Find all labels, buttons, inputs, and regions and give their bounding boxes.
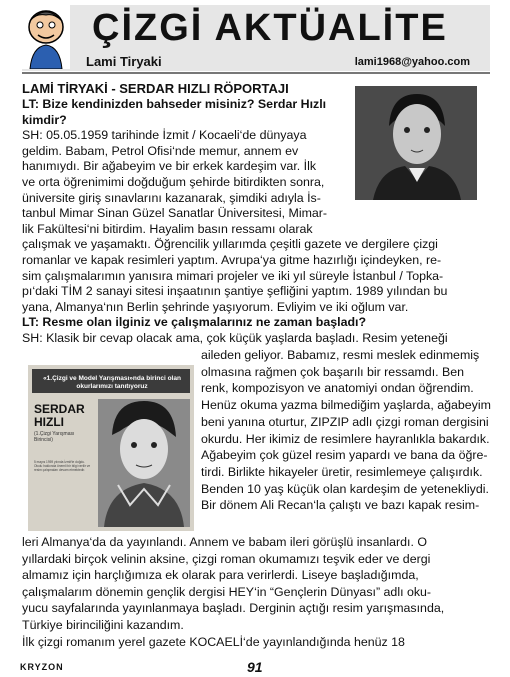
text-line: SH: 05.05.1959 tarihinde İzmit / Kocaeli‘de dünyaya xyxy=(22,128,307,143)
text-line: ve orta öğrenimimi doğduğum şehirde bitirdikten sonra, xyxy=(22,174,325,189)
masthead xyxy=(22,5,490,71)
text-line: geldim. Babam, Petrol Ofisi‘nde memur, annem ev xyxy=(22,143,299,158)
text-line: Henüz okuma yazma bilmediğim yaşlarda, ağabeyim xyxy=(201,398,491,413)
text-line: sim çalışmalarımın yanısıra mimari projeler ve iki yıl süreyle İstanbul / Topka- xyxy=(22,268,444,283)
clipping-name-first: SERDAR xyxy=(34,402,85,416)
text-line: olmasına rağmen çok başarılı bir ressamdı. Ben xyxy=(201,364,465,379)
clipping-name xyxy=(34,403,85,429)
header-divider xyxy=(22,72,490,74)
text-line: yana, Almanya‘nın Berlin şehrinde yaşıyorum. Evliyim ve iki oğlum var. xyxy=(22,299,409,314)
text-line: lik Fakültesi‘ni bitirdim. Hayalim basın ressamı olarak xyxy=(22,221,313,236)
page-number: 91 xyxy=(247,659,263,675)
text-line: leri Almanya‘da da yayınlandı. Annem ve babam ileri görüşlü insanlardı. O xyxy=(22,535,427,549)
text-line: tirdi. Birlikte hikayeler üretir, resimlemeye çalışırdık. xyxy=(201,464,483,479)
text-line: hanımıydı. Bir ağabeyim ve bir erkek kardeşim var. İlk xyxy=(22,159,317,174)
clipping-name-last: HIZLI xyxy=(34,415,64,429)
clipping-caption: «1.Çizgi ve Model Yarışması»nda birinci olan okurlarımızı tanıtıyoruz xyxy=(43,375,181,390)
article-title: LAMİ TİRYAKİ - SERDAR HIZLI RÖPORTAJI xyxy=(22,81,289,96)
author-email[interactable]: lami1968@yahoo.com xyxy=(354,56,470,68)
text-line: yıllardaki birçok velinin aksine, çizgi roman okumamızı teşvik eder ve dergi xyxy=(22,551,431,566)
article-body-side xyxy=(201,347,491,514)
text-line: İlk çizgi romanım yerel gazete KOCAELİ‘de yayınlandığında henüz 18 xyxy=(22,634,405,649)
text-line: renk, kompozisyon ve anatomiyi ondan öğrendim. xyxy=(201,381,474,396)
text-line: aileden geliyor. Babamız, resmi meslek edinmemiş xyxy=(201,348,480,362)
question-line: LT: Bize kendinizden bahseder misiniz? Serdar Hızlı xyxy=(22,97,327,111)
text-line: tanbul Mimar Sinan Güzel Sanatlar Üniversitesi, Mimar- xyxy=(22,206,328,221)
text-line: beni yanına oturtur, ZIPZIP adlı çizgi roman dergisini xyxy=(201,414,489,429)
text-line: okurdu. Her ikimiz de resimlere hayranlıkla bakardık. xyxy=(201,431,490,446)
question-line: LT: Resme olan ilginiz ve çalışmalarınız ne zaman başladı? xyxy=(22,315,367,330)
text-line: çalışmalarım dönemin gençlik dergisi HEY‘in “Gençlerin Dünyası” adlı oku- xyxy=(22,584,432,599)
clipping-description: 5 mayıs 1959 yılında İzmit'te doğdu. Okulu hakkında önemli bir bilgi verilir ve resim çalışmaları devam etmektedir. xyxy=(34,460,91,472)
masthead-title: ÇİZGİ AKTÜALİTE xyxy=(92,7,448,49)
text-line: üniversite giriş sınavlarını kazanarak, şimdiki adıyla İs- xyxy=(22,190,321,205)
text-line: pı‘daki TİM 2 sanayi sitesi inşaatının şantiye şefliğini yaptım. 1989 yılından bu xyxy=(22,284,448,299)
text-line: Benden 10 yaş küçük olan kardeşim de yetenekliydi. xyxy=(201,481,489,496)
magazine-clipping xyxy=(28,365,194,531)
article-body-top xyxy=(22,97,492,347)
clipping-subtitle: (1.Çizgi Yarışması Birincisi) xyxy=(34,431,75,443)
text-line: almamız için harçlığımıza ek olarak para verirlerdi. Liseye başladığımda, xyxy=(22,568,419,583)
author-caricature xyxy=(22,5,70,69)
text-line: Bir dönem Ali Recan‘la çalıştı ve bazı kapak resim- xyxy=(201,498,480,513)
article-body-bottom xyxy=(22,534,492,650)
footer-brand: KRYZON xyxy=(20,662,64,672)
text-line: çalışmak ve yaşamaktı. Öğrencilik yıllarımda çeşitli gazete ve dergilere çizgi xyxy=(22,237,438,252)
question-line: kimdir? xyxy=(22,112,67,127)
text-line: Ağabeyim çok güzel resim yapardı ve bana da öğre- xyxy=(201,448,488,463)
text-line: SH: Klasik bir cevap olacak ama, çok küçük yaşlarda başladı. Resim yeteneği xyxy=(22,330,448,345)
text-line: romanlar ve kapak resimleri yaptım. Avrupa‘ya gitme hazırlığı içindeyken, re- xyxy=(22,252,442,267)
text-line: Türkiye birinciliğini kazandım. xyxy=(22,617,184,632)
author-name: Lami Tiryaki xyxy=(86,54,162,69)
text-line: yucu sayfalarında yayınlanmaya başladı. Derginin açtığı resim yarışmasında, xyxy=(22,601,445,616)
